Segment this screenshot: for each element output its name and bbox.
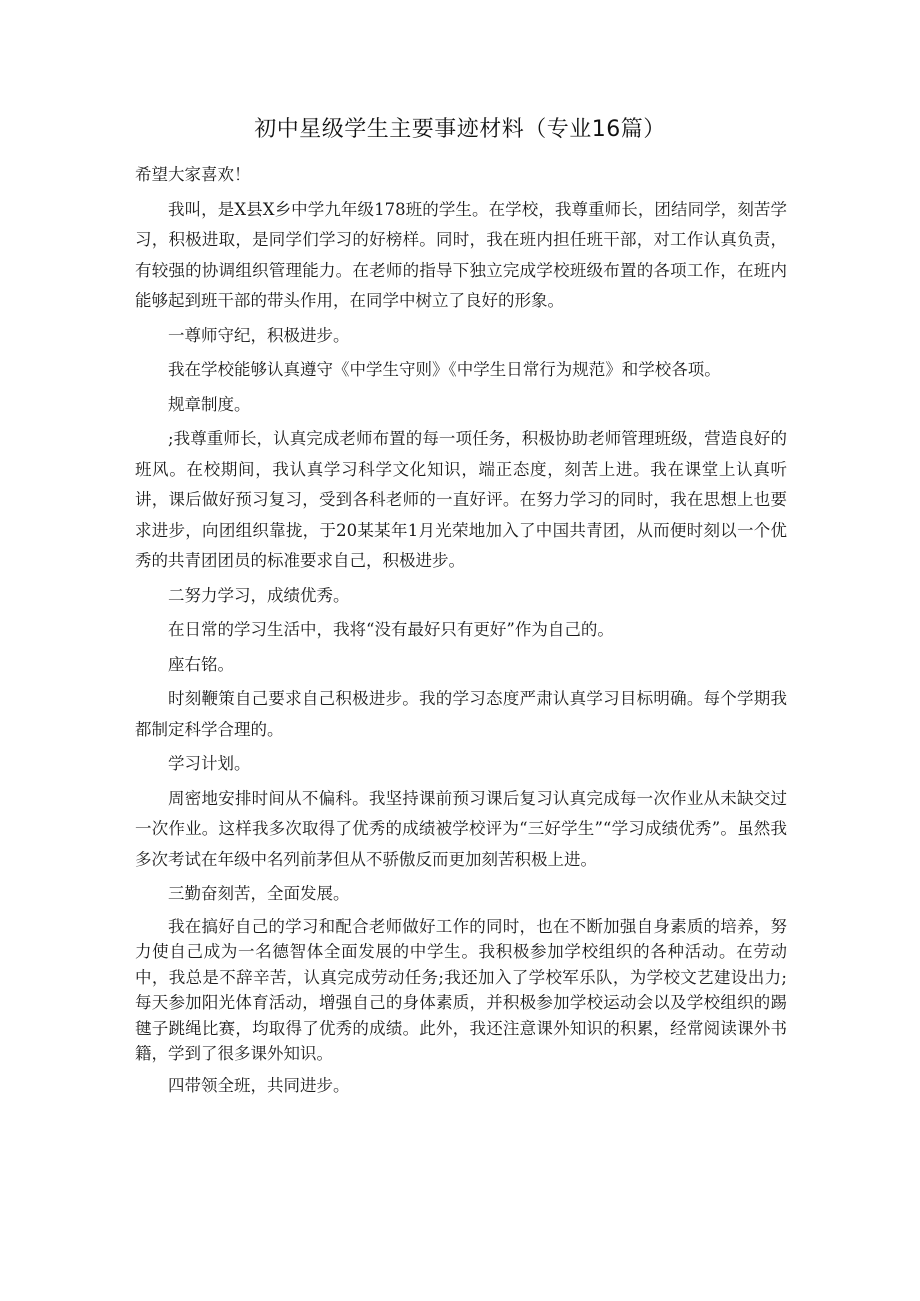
paragraph: 在日常的学习生活中，我将“没有最好只有更好”作为自己的。: [168, 620, 614, 639]
paragraph: 我在学校能够认真遵守《中学生守则》《中学生日常行为规范》和学校各项。: [168, 360, 721, 379]
section-heading: 三勤奋刻苦，全面发展。: [168, 884, 350, 903]
paragraph: 时刻鞭策自己要求自己积极进步。我的学习态度严肃认真学习目标明确。每个学期我都制定科学合理的。: [135, 689, 787, 739]
paragraph-greeting: 希望大家喜欢！: [135, 165, 251, 184]
paragraph: 规章制度。: [168, 394, 251, 414]
section-heading: 四带领全班，共同进步。: [168, 1075, 350, 1095]
section-heading: 一尊师守纪，积极进步。: [168, 325, 350, 345]
paragraph: ;我尊重师长，认真完成老师布置的每一项任务，积极协助老师管理班级，营造良好的班风。在校期间，我认真学习科学文化知识，端正态度，刻苦上进。我在课堂上认真听讲，课后做好预习复习，受到各科老师的一直好评。在努力学习的同时，我在思想上也要求进步，向团组织靠拢，于20某某年1月光荣地加入了中国共青团，从而便时刻以一个优秀的共青团团员的标准要求自己，积极进步。: [135, 429, 787, 570]
section-heading: 二努力学习，成绩优秀。: [168, 585, 350, 605]
paragraph: 我叫，是X县X乡中学九年级178班的学生。在学校，我尊重师长，团结同学，刻苦学习，积极进取，是同学们学习的好榜样。同时，我在班内担任班干部，对工作认真负责，有较强的协调组织管理能力。在老师的指导下独立完成学校班级布置的各项工作，在班内能够起到班干部的带头作用，在同学中树立了良好的形象。: [135, 199, 787, 310]
document-title: 初中星级学生主要事迹材料（专业16篇）: [254, 117, 666, 142]
paragraph: 学习计划。: [168, 754, 251, 773]
paragraph: 我在搞好自己的学习和配合老师做好工作的同时，也在不断加强自身素质的培养，努力使自己成为一名德智体全面发展的中学生。我积极参加学校组织的各种活动。在劳动中，我总是不辞辛苦，认真完成劳动任务;我还加入了学校军乐队，为学校文艺建设出力;每天参加阳光体育活动，增强自己的身体素质，并积极参加学校运动会以及学校组织的踢毽子跳绳比赛，均取得了优秀的成绩。此外，我还注意课外知识的积累，经常阅读课外书籍，学到了很多课外知识。: [135, 916, 787, 1063]
paragraph: 座右铭。: [168, 654, 234, 674]
document-body: [135, 160, 787, 1101]
paragraph: 周密地安排时间从不偏科。我坚持课前预习课后复习认真完成每一次作业从未缺交过一次作业。这样我多次取得了优秀的成绩被学校评为“三好学生”“学习成绩优秀”。虽然我多次考试在年级中名列前茅但从不骄傲反而更加刻苦积极上进。: [135, 788, 787, 869]
